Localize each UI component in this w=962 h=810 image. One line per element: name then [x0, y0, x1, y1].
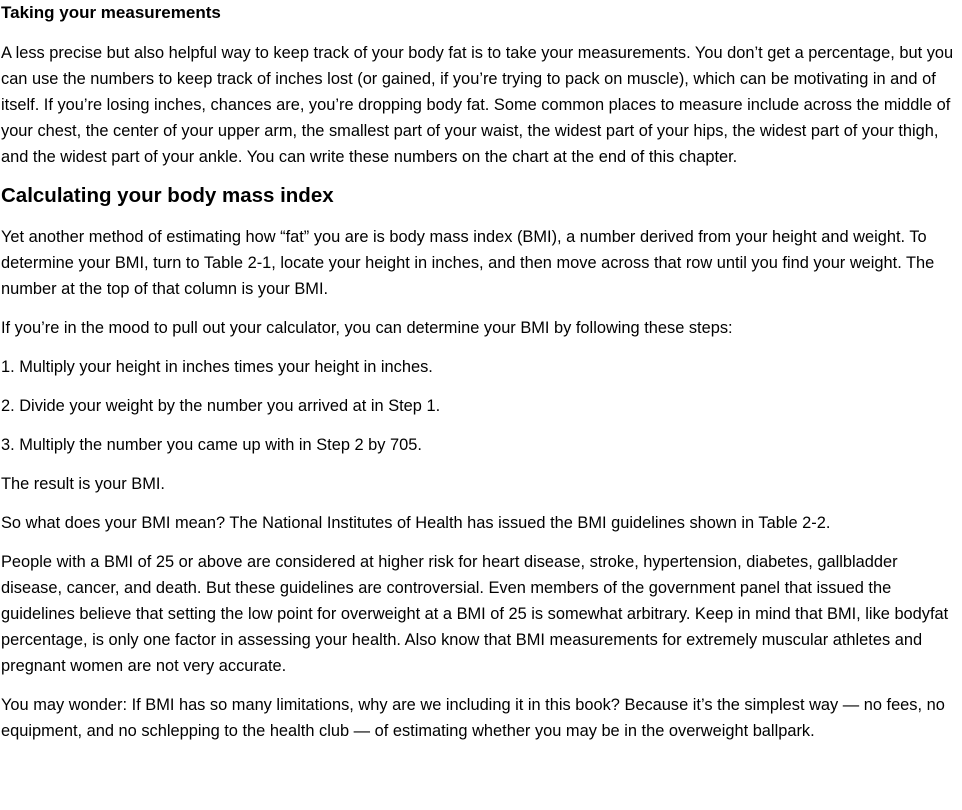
result-paragraph: The result is your BMI.: [1, 475, 165, 493]
calculator-intro-paragraph: If you’re in the mood to pull out your calculator, you can determine your BMI by following these steps:: [1, 319, 733, 337]
wonder-paragraph: You may wonder: If BMI has so many limitations, why are we including it in this book? Because it’s the simplest way — no fees, no equipment, and no schlepping to the health club — of estimating whether you may be in the overweight ballpark.: [1, 696, 945, 740]
step-3: 3. Multiply the number you came up with in Step 2 by 705.: [1, 436, 422, 454]
section-heading-measurements: Taking your measurements: [1, 3, 221, 22]
meaning-paragraph: So what does your BMI mean? The National Institutes of Health has issued the BMI guidelines shown in Table 2-2.: [1, 514, 831, 532]
step-1: 1. Multiply your height in inches times your height in inches.: [1, 358, 433, 376]
section-heading-bmi: Calculating your body mass index: [1, 184, 334, 207]
measurements-paragraph: A less precise but also helpful way to keep track of your body fat is to take your measurements. You don’t get a percentage, but you can use the numbers to keep track of inches lost (or gained, if you’re trying to pack on muscle), which can be motivating in and of itself. If you’re losing inches, chances are, you’re dropping body fat. Some common places to measure include across the middle of your chest, the center of your upper arm, the smallest part of your waist, the widest part of your hips, the widest part of your thigh, and the widest part of your ankle. You can write these numbers on the chart at the end of this chapter.: [1, 44, 954, 166]
bmi-intro-paragraph: Yet another method of estimating how “fat” you are is body mass index (BMI), a number derived from your height and weight. To determine your BMI, turn to Table 2-1, locate your height in inches, and then move across that row until you find your weight. The number at the top of that column is your BMI.: [1, 228, 935, 298]
risk-paragraph: People with a BMI of 25 or above are considered at higher risk for heart disease, stroke, hypertension, diabetes, gallbladder disease, cancer, and death. But these guidelines are controversial. Even members of the government panel that issued the guidelines believe that setting the low point for overweight at a BMI of 25 is somewhat arbitrary. Keep in mind that BMI, like bodyfat percentage, is only one factor in assessing your health. Also know that BMI measurements for extremely muscular athletes and pregnant women are not very accurate.: [1, 553, 949, 675]
step-2: 2. Divide your weight by the number you arrived at in Step 1.: [1, 397, 441, 415]
